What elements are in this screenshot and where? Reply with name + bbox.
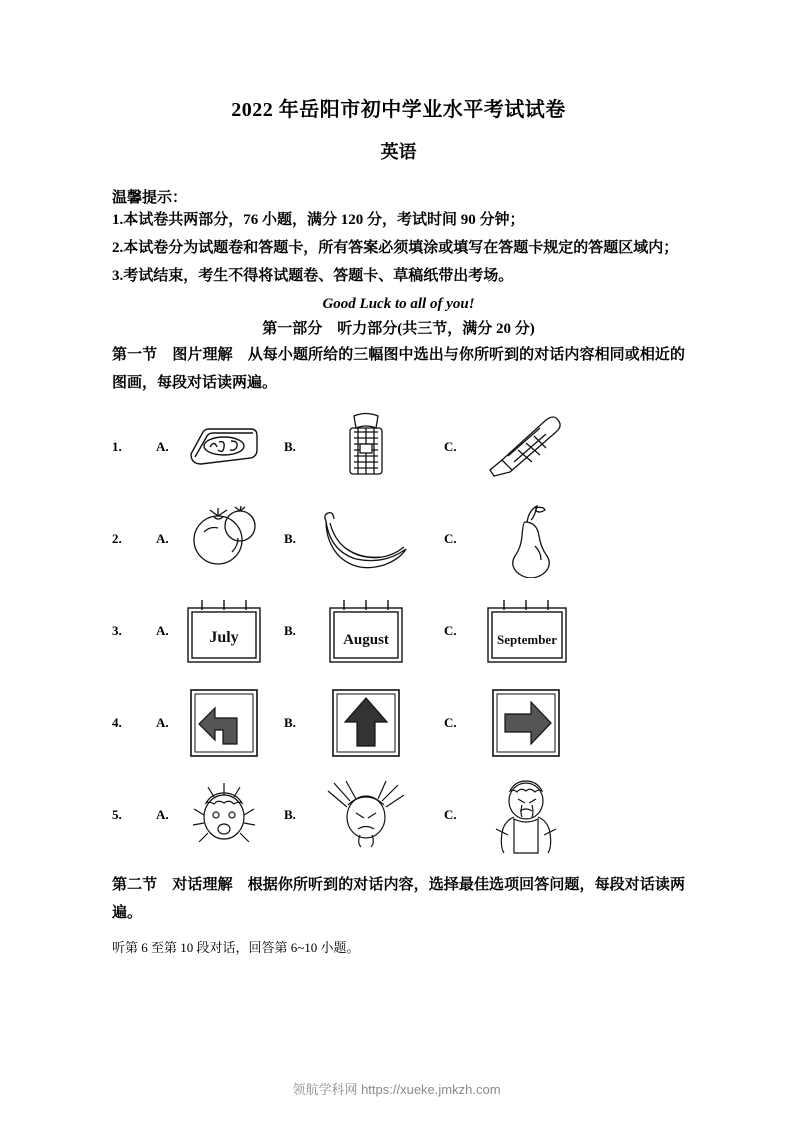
- question-4-option-b[interactable]: [284, 681, 414, 765]
- question-4-option-a[interactable]: [112, 681, 272, 765]
- question-3-option-c-letter: C.: [444, 622, 457, 638]
- question-3-option-a-letter: A.: [156, 622, 169, 638]
- section-two-heading: 第二节 对话理解 根据你所听到的对话内容，选择最佳选项回答问题，每段对话读两遍。: [112, 876, 685, 921]
- notice-line-3: 3.考试结束，考生不得将试题卷、答题卡、草稿纸带出考场。: [112, 267, 514, 284]
- question-row-1: [112, 404, 685, 490]
- arrow-left-sign-icon: [176, 681, 272, 765]
- question-5-option-a[interactable]: [112, 773, 272, 857]
- question-1-option-c[interactable]: [444, 405, 574, 489]
- sad-face-icon: [318, 773, 414, 857]
- listening-note: 听第 6 至第 10 段对话，回答第 6~10 小题。: [112, 940, 360, 956]
- arrow-right-sign-icon: [478, 681, 574, 765]
- question-row-5: [112, 772, 685, 858]
- question-2-option-c[interactable]: [444, 497, 574, 581]
- pear-icon: [478, 497, 574, 581]
- notice-label: 温馨提示：: [112, 190, 188, 206]
- question-2-option-a-label: 2.: [112, 530, 122, 546]
- question-5-option-b[interactable]: [284, 773, 414, 857]
- question-4-option-c[interactable]: [444, 681, 574, 765]
- question-5-option-c[interactable]: [444, 773, 574, 857]
- question-5-option-a-letter: A.: [156, 806, 169, 822]
- eraser-icon: [176, 405, 272, 489]
- section-one-heading: 第一节 图片理解 从每小题所给的三幅图中选出与你所听到的对话内容相同或相近的图画，每段对话读两遍。: [112, 347, 685, 391]
- question-4-option-a-letter: A.: [156, 714, 169, 730]
- good-luck-text: Good Luck to all of you!: [322, 296, 475, 313]
- question-5-option-c-letter: C.: [444, 806, 457, 822]
- question-1-option-a-label: 1.: [112, 438, 122, 454]
- question-4-option-a-label: 4.: [112, 714, 122, 730]
- question-3-option-a[interactable]: [112, 589, 272, 673]
- page-subtitle: 英语: [380, 142, 417, 162]
- question-5-option-a-label: 5.: [112, 806, 122, 822]
- question-2-option-b-letter: B.: [284, 530, 296, 546]
- svg-text:August: August: [343, 631, 389, 648]
- question-3-option-a-label: 3.: [112, 622, 122, 638]
- banana-icon: [318, 497, 414, 581]
- part-one-heading: 第一部分 听力部分(共三节，满分 20 分): [262, 321, 535, 338]
- question-2-option-b[interactable]: [284, 497, 414, 581]
- question-1-option-b-letter: B.: [284, 438, 296, 454]
- question-row-3: [112, 588, 685, 674]
- question-1-option-a-letter: A.: [156, 438, 169, 454]
- question-4-option-c-letter: C.: [444, 714, 457, 730]
- page-title: 2022 年岳阳市初中学业水平考试试卷: [231, 99, 566, 121]
- svg-text:September: September: [497, 631, 557, 647]
- question-4-option-b-letter: B.: [284, 714, 296, 730]
- notice-line-2: 2.本试卷分为试题卷和答题卡，所有答案必须填涂或填写在答题卡规定的答题区域内；: [112, 239, 679, 256]
- question-5-option-b-letter: B.: [284, 806, 296, 822]
- question-row-2: [112, 496, 685, 582]
- question-1-option-c-letter: C.: [444, 438, 457, 454]
- footer-watermark: 领航学科网 https://xueke.jmkzh.com: [292, 1082, 501, 1097]
- arrow-up-sign-icon: [318, 681, 414, 765]
- svg-text:July: July: [209, 628, 239, 646]
- question-1-option-a[interactable]: [112, 405, 272, 489]
- calendar-september-icon: [478, 589, 574, 673]
- question-3-option-b[interactable]: [284, 589, 414, 673]
- question-1-option-b[interactable]: [284, 405, 414, 489]
- tomato-icon: [176, 497, 272, 581]
- pen-icon: [478, 405, 574, 489]
- crying-child-icon: [478, 773, 574, 857]
- notice-line-1: 1.本试卷共两部分，76 小题，满分 120 分，考试时间 90 分钟；: [112, 212, 525, 228]
- question-row-4: [112, 680, 685, 766]
- question-3-option-b-letter: B.: [284, 622, 296, 638]
- calendar-august-icon: [318, 589, 414, 673]
- question-3-option-c[interactable]: [444, 589, 574, 673]
- surprised-face-icon: [176, 773, 272, 857]
- question-2-option-a[interactable]: [112, 497, 272, 581]
- question-2-option-c-letter: C.: [444, 530, 457, 546]
- pencil-sharpener-icon: [318, 405, 414, 489]
- question-2-option-a-letter: A.: [156, 530, 169, 546]
- calendar-july-icon: [176, 589, 272, 673]
